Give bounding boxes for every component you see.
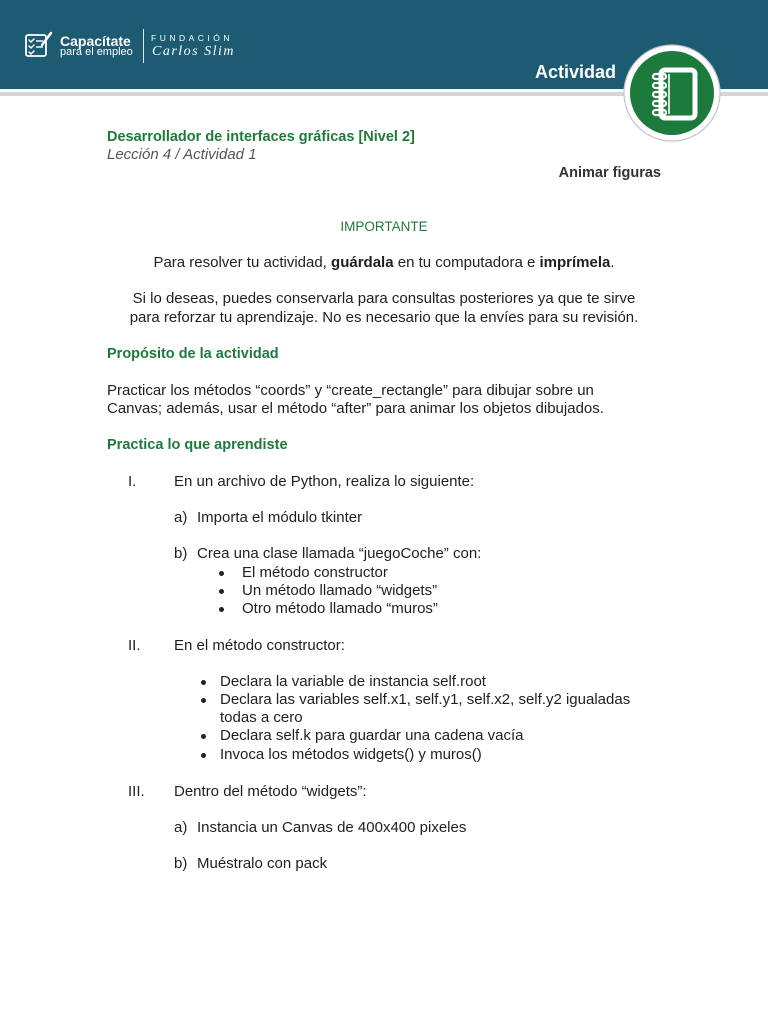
bullet-marker [201, 698, 206, 703]
course-title: Desarrollador de interfaces gráficas [Nivel 2] [107, 129, 415, 145]
instruction-text: Para resolver tu actividad, [153, 254, 332, 271]
foundation-name: Carlos Slim [152, 44, 236, 59]
checklist-icon [24, 31, 54, 59]
item-marker: a) [174, 819, 188, 836]
bullet-text: Otro método llamado “muros” [242, 600, 438, 617]
step-text: En el método constructor: [174, 637, 345, 654]
step-numeral: II. [128, 637, 141, 654]
bullet-text: Declara las variables self.x1, self.y1, self.x2, self.y2 igualadas todas a cero [220, 691, 631, 726]
item-text: Muéstralo con pack [197, 855, 328, 872]
bullet-text: Declara self.k para guardar una cadena vacía [220, 727, 524, 744]
step-numeral: I. [128, 473, 137, 490]
item-marker: a) [174, 509, 188, 526]
instruction-bold-print: imprímela [539, 254, 611, 271]
bullet-marker [201, 734, 206, 739]
bullet-marker [201, 753, 206, 758]
bullet-text: Un método llamado “widgets” [242, 582, 438, 599]
purpose-heading: Propósito de la actividad [107, 346, 279, 362]
bullet-marker [219, 589, 224, 594]
purpose-line: Practicar los métodos “coords” y “create_rectangle” para dibujar sobre un [107, 382, 594, 399]
item-text: Importa el módulo tkinter [197, 509, 363, 526]
bullet-text: El método constructor [242, 564, 388, 581]
instruction-text: . [610, 254, 615, 271]
instruction-bold-save: guárdala [331, 254, 394, 271]
bullet-marker [219, 607, 224, 612]
brand-tagline: para el empleo [60, 46, 133, 58]
item-marker: b) [174, 545, 188, 562]
important-instruction [0, 254, 768, 272]
important-note-line: para reforzar tu aprendizaje. No es necesario que la envíes para su revisión. [129, 309, 639, 326]
notebook-icon [622, 43, 722, 143]
important-heading: IMPORTANTE [340, 219, 428, 234]
section-title: Actividad [535, 62, 617, 82]
bullet-text: Declara la variable de instancia self.root [220, 673, 486, 690]
activity-title: Animar figuras [558, 165, 661, 181]
bullet-text: Invoca los métodos widgets() y muros() [220, 746, 482, 763]
brand-name: Capacítate [60, 33, 131, 49]
step-numeral: III. [128, 783, 145, 800]
step-text: En un archivo de Python, realiza lo siguiente: [174, 473, 475, 490]
logo-divider [143, 29, 144, 63]
bullet-marker [219, 571, 224, 576]
step-text: Dentro del método “widgets”: [174, 783, 367, 800]
foundation-label: FUNDACIÓN [151, 33, 234, 43]
lesson-label: Lección 4 / Actividad 1 [107, 146, 257, 163]
bullet-marker [201, 680, 206, 685]
item-marker: b) [174, 855, 188, 872]
instruction-text: en tu computadora e [393, 254, 540, 271]
purpose-line: Canvas; además, usar el método “after” para animar los objetos dibujados. [107, 400, 604, 417]
item-text: Instancia un Canvas de 400x400 pixeles [197, 819, 467, 836]
important-note-line: Si lo deseas, puedes conservarla para consultas posteriores ya que te sirve [132, 290, 636, 307]
practice-heading: Practica lo que aprendiste [107, 437, 288, 453]
item-text: Crea una clase llamada “juegoCoche” con: [197, 545, 482, 562]
